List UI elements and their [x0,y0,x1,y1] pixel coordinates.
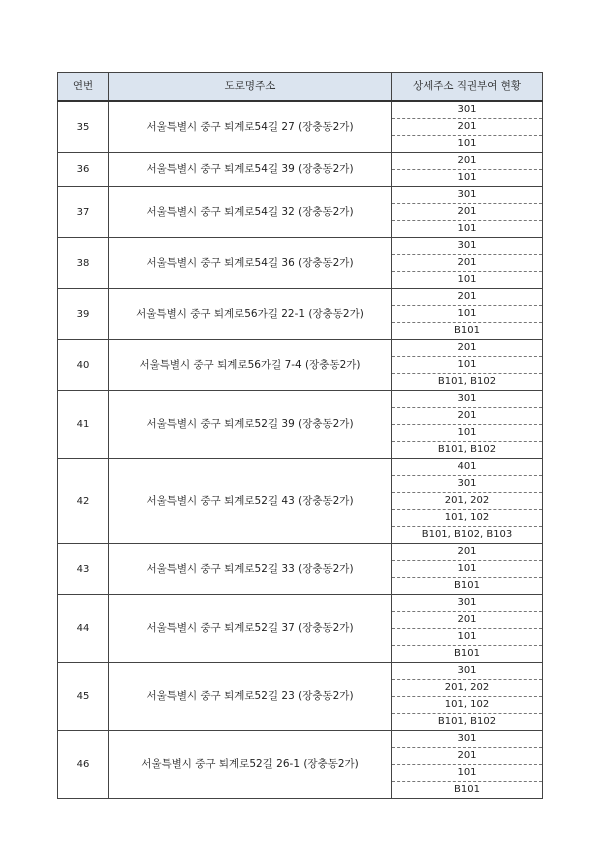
table-row [58,289,543,340]
road-address: 서울특별시 중구 퇴계로52길 43 (장충동2가) [109,459,392,544]
header-number: 연번 [58,73,109,102]
road-address: 서울특별시 중구 퇴계로56가길 22-1 (장충동2가) [109,289,392,340]
row-number: 45 [58,663,109,731]
detail-address-item: B101 [392,322,542,339]
detail-address-item: 101 [392,271,542,288]
table-row [58,340,543,391]
detail-address-item: 101 [392,356,542,373]
header-road-address: 도로명주소 [109,73,392,102]
detail-address-item: 201 [392,611,542,628]
detail-address-item: B101, B102 [392,441,542,458]
detail-address-list [392,391,543,459]
detail-address-list [392,544,543,595]
detail-address-list [392,289,543,340]
row-number: 36 [58,153,109,187]
detail-address-item: 401 [457,461,477,472]
detail-address-list [392,731,543,799]
road-address: 서울특별시 중구 퇴계로54길 27 (장충동2가) [109,101,392,153]
road-address: 서울특별시 중구 퇴계로56가길 7-4 (장충동2가) [109,340,392,391]
detail-address-item: 301 [457,189,477,200]
road-address: 서울특별시 중구 퇴계로52길 39 (장충동2가) [109,391,392,459]
detail-address-item: B101 [392,781,542,798]
row-number: 46 [58,731,109,799]
detail-address-list [392,153,543,187]
detail-address-item: 301 [457,240,477,251]
detail-address-item: 101 [392,424,542,441]
row-number: 39 [58,289,109,340]
detail-address-item: 101 [392,628,542,645]
row-number: 43 [58,544,109,595]
detail-address-item: B101, B102 [392,713,542,730]
detail-address-item: 301 [457,393,477,404]
table-row [58,663,543,731]
detail-address-item: 201 [392,203,542,220]
address-table [57,72,543,799]
road-address: 서울특별시 중구 퇴계로54길 36 (장충동2가) [109,238,392,289]
road-address: 서울특별시 중구 퇴계로54길 39 (장충동2가) [109,153,392,187]
detail-address-item: 101 [392,169,542,186]
detail-address-item: 201, 202 [392,492,542,509]
table-header-row [58,73,543,102]
detail-address-item: 101, 102 [392,509,542,526]
detail-address-item: B101, B102 [392,373,542,390]
detail-address-item: 301 [457,665,477,676]
detail-address-list [392,101,543,153]
table-row [58,238,543,289]
row-number: 35 [58,101,109,153]
detail-address-list [392,595,543,663]
table-row [58,459,543,544]
detail-address-item: 201 [457,155,477,166]
detail-address-item: 301 [457,597,477,608]
detail-address-item: 201 [392,747,542,764]
row-number: 37 [58,187,109,238]
table-row [58,731,543,799]
detail-address-item: 201 [457,291,477,302]
road-address: 서울특별시 중구 퇴계로52길 26-1 (장충동2가) [109,731,392,799]
detail-address-item: 201 [457,342,477,353]
row-number: 38 [58,238,109,289]
detail-address-item: 301 [392,475,542,492]
detail-address-item: 301 [457,733,477,744]
detail-address-list [392,187,543,238]
detail-address-item: 101 [392,305,542,322]
detail-address-item: 101 [392,135,542,152]
row-number: 42 [58,459,109,544]
road-address: 서울특별시 중구 퇴계로54길 32 (장충동2가) [109,187,392,238]
table-row [58,153,543,187]
detail-address-item: 201, 202 [392,679,542,696]
detail-address-list [392,459,543,544]
detail-address-item: 201 [392,254,542,271]
row-number: 41 [58,391,109,459]
table-row [58,391,543,459]
detail-address-item: 101 [392,220,542,237]
detail-address-list [392,340,543,391]
detail-address-item: 301 [457,104,477,115]
detail-address-item: 101 [392,764,542,781]
detail-address-item: 201 [457,546,477,557]
detail-address-item: 101 [392,560,542,577]
road-address: 서울특별시 중구 퇴계로52길 37 (장충동2가) [109,595,392,663]
table-body [58,101,543,799]
detail-address-item: 101, 102 [392,696,542,713]
table-row [58,544,543,595]
table-row [58,101,543,153]
table-row [58,595,543,663]
header-detail-address: 상세주소 직권부여 현황 [392,73,543,102]
detail-address-item: 201 [392,118,542,135]
road-address: 서울특별시 중구 퇴계로52길 33 (장충동2가) [109,544,392,595]
detail-address-list [392,238,543,289]
detail-address-item: B101 [392,645,542,662]
detail-address-item: B101, B102, B103 [392,526,542,543]
road-address: 서울특별시 중구 퇴계로52길 23 (장충동2가) [109,663,392,731]
table-row [58,187,543,238]
detail-address-list [392,663,543,731]
row-number: 40 [58,340,109,391]
row-number: 44 [58,595,109,663]
detail-address-item: 201 [392,407,542,424]
detail-address-item: B101 [392,577,542,594]
